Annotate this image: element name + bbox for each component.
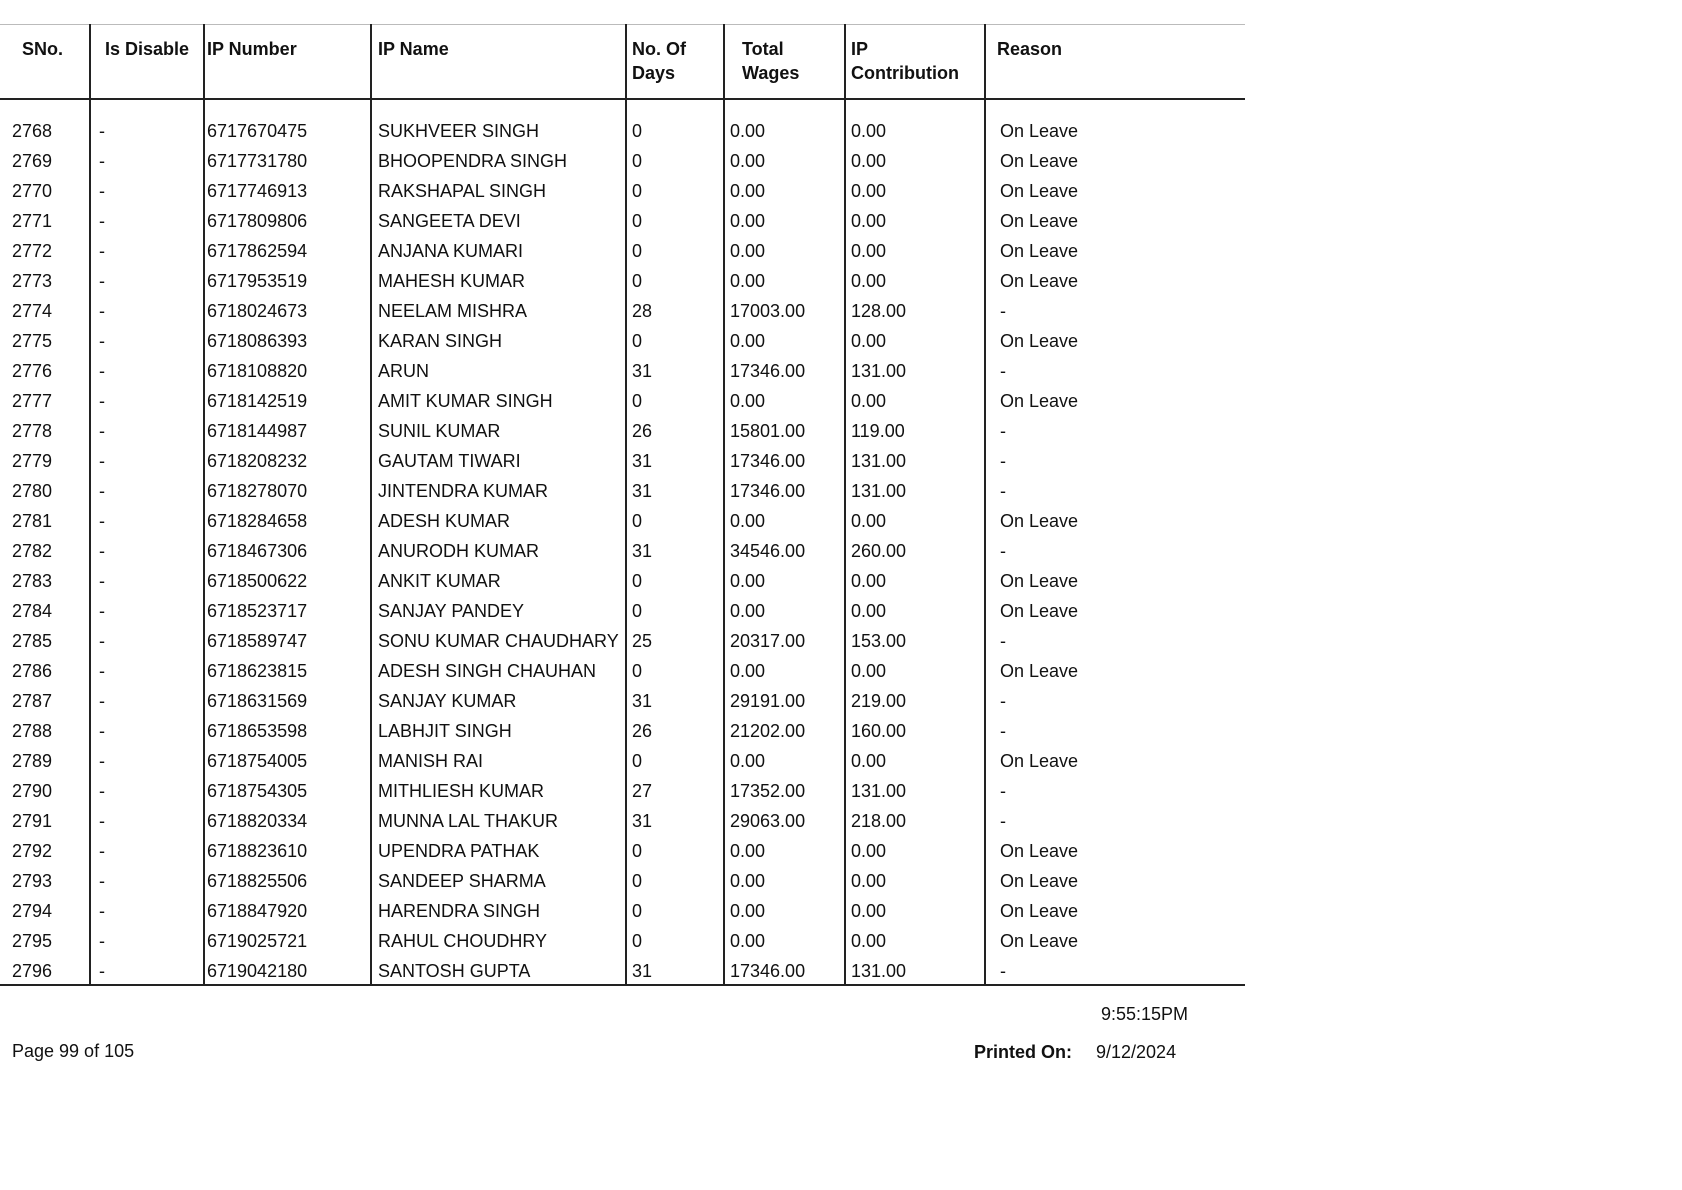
cell-total-wages: 0.00 [724,834,845,864]
cell-ip-name: JINTENDRA KUMAR [371,474,626,504]
cell-reason: - [985,414,1245,444]
header-ip-name: IP Name [371,25,626,100]
cell-ip-contribution: 153.00 [845,624,985,654]
cell-sno: 2781 [12,511,53,531]
cell-reason: On Leave [985,864,1245,894]
cell-ip-number: 6718589747 [204,624,371,654]
cell-sno: 2769 [12,151,53,171]
cell-is-disable: - [90,864,204,894]
cell-sno: 2785 [12,631,53,651]
cell-total-wages: 0.00 [724,744,845,774]
cell-is-disable: - [90,474,204,504]
cell-total-wages: 0.00 [724,564,845,594]
cell-ip-contribution: 131.00 [845,954,985,985]
cell-reason: On Leave [985,924,1245,954]
cell-is-disable: - [90,99,204,144]
cell-days: 0 [626,324,724,354]
cell-reason: On Leave [985,384,1245,414]
cell-ip-name: RAKSHAPAL SINGH [371,174,626,204]
cell-ip-name: MUNNA LAL THAKUR [371,804,626,834]
cell-days: 25 [626,624,724,654]
cell-reason: On Leave [985,834,1245,864]
cell-ip-contribution: 0.00 [845,99,985,144]
cell-ip-name: RAHUL CHOUDHRY [371,924,626,954]
header-wages-line1: Total [742,39,784,59]
cell-ip-contribution: 0.00 [845,204,985,234]
cell-reason: On Leave [985,174,1245,204]
table-body [0,99,1245,985]
table-row [0,804,1245,834]
cell-ip-name: ANURODH KUMAR [371,534,626,564]
cell-is-disable: - [90,804,204,834]
cell-ip-number: 6718500622 [204,564,371,594]
cell-is-disable: - [90,414,204,444]
cell-is-disable: - [90,204,204,234]
cell-total-wages: 17346.00 [724,954,845,985]
cell-sno: 2780 [12,481,53,501]
cell-ip-number: 6718467306 [204,534,371,564]
cell-ip-name: SANJAY KUMAR [371,684,626,714]
header-days-line2: Days [632,63,676,83]
cell-total-wages: 0.00 [724,924,845,954]
cell-ip-contribution: 0.00 [845,654,985,684]
cell-ip-number: 6718847920 [204,894,371,924]
cell-ip-number: 6717746913 [204,174,371,204]
cell-total-wages: 0.00 [724,264,845,294]
cell-reason: On Leave [985,264,1245,294]
cell-total-wages: 17346.00 [724,354,845,384]
header-reason: Reason [985,25,1245,100]
cell-days: 0 [626,654,724,684]
cell-total-wages: 0.00 [724,384,845,414]
cell-ip-contribution: 0.00 [845,834,985,864]
header-contribution-line1: IP [851,39,869,59]
cell-ip-name: ANJANA KUMARI [371,234,626,264]
cell-is-disable: - [90,294,204,324]
cell-sno: 2783 [12,571,53,591]
cell-ip-number: 6718144987 [204,414,371,444]
cell-is-disable: - [90,234,204,264]
table-row [0,264,1245,294]
cell-days: 26 [626,414,724,444]
cell-ip-name: ADESH KUMAR [371,504,626,534]
cell-ip-number: 6718142519 [204,384,371,414]
header-ip-contribution [845,25,985,100]
table-row [0,324,1245,354]
cell-sno: 2774 [12,301,53,321]
cell-days: 0 [626,174,724,204]
cell-reason: On Leave [985,744,1245,774]
header-days-line1: No. Of [632,39,686,59]
header-ip-number: IP Number [204,25,371,100]
cell-sno: 2772 [12,241,53,261]
print-time: 9:55:15PM [1101,1004,1189,1024]
cell-ip-number: 6718623815 [204,654,371,684]
cell-sno: 2779 [12,451,53,471]
cell-reason: On Leave [985,894,1245,924]
cell-reason: On Leave [985,324,1245,354]
cell-ip-number: 6718284658 [204,504,371,534]
cell-sno: 2789 [12,751,53,771]
cell-total-wages: 15801.00 [724,414,845,444]
cell-sno: 2791 [12,811,53,831]
cell-days: 0 [626,99,724,144]
cell-ip-name: GAUTAM TIWARI [371,444,626,474]
cell-reason: - [985,294,1245,324]
cell-reason: - [985,684,1245,714]
cell-ip-name: SANJAY PANDEY [371,594,626,624]
cell-is-disable: - [90,954,204,985]
cell-ip-name: MANISH RAI [371,744,626,774]
cell-ip-contribution: 0.00 [845,144,985,174]
cell-ip-number: 6718653598 [204,714,371,744]
cell-reason: - [985,774,1245,804]
cell-is-disable: - [90,144,204,174]
cell-days: 0 [626,834,724,864]
cell-total-wages: 17352.00 [724,774,845,804]
cell-days: 0 [626,144,724,174]
cell-total-wages: 20317.00 [724,624,845,654]
cell-is-disable: - [90,834,204,864]
cell-ip-name: HARENDRA SINGH [371,894,626,924]
cell-sno: 2768 [12,121,53,141]
cell-sno: 2793 [12,871,53,891]
cell-is-disable: - [90,534,204,564]
cell-reason: - [985,534,1245,564]
cell-ip-contribution: 119.00 [845,414,985,444]
cell-total-wages: 29191.00 [724,684,845,714]
cell-days: 0 [626,384,724,414]
cell-sno: 2794 [12,901,53,921]
table-row [0,954,1245,985]
cell-days: 0 [626,264,724,294]
cell-ip-number: 6718754305 [204,774,371,804]
cell-reason: On Leave [985,654,1245,684]
cell-ip-contribution: 0.00 [845,174,985,204]
cell-ip-contribution: 131.00 [845,774,985,804]
table-row [0,744,1245,774]
table-row [0,564,1245,594]
cell-ip-contribution: 0.00 [845,864,985,894]
header-is-disable: Is Disable [90,25,204,100]
table-row [0,444,1245,474]
table-row [0,294,1245,324]
cell-reason: On Leave [985,594,1245,624]
cell-ip-number: 6718086393 [204,324,371,354]
cell-ip-contribution: 0.00 [845,324,985,354]
cell-days: 0 [626,924,724,954]
cell-total-wages: 0.00 [724,99,845,144]
cell-ip-contribution: 0.00 [845,924,985,954]
cell-sno: 2770 [12,181,53,201]
cell-is-disable: - [90,774,204,804]
cell-ip-number: 6718631569 [204,684,371,714]
table-row [0,384,1245,414]
cell-ip-name: MAHESH KUMAR [371,264,626,294]
cell-sno: 2776 [12,361,53,381]
header-contribution-line2: Contribution [851,63,959,83]
table-row [0,234,1245,264]
cell-ip-number: 6718754005 [204,744,371,774]
cell-ip-contribution: 0.00 [845,264,985,294]
cell-days: 28 [626,294,724,324]
cell-sno: 2792 [12,841,53,861]
cell-sno: 2795 [12,931,53,951]
table-row [0,354,1245,384]
cell-ip-contribution: 0.00 [845,744,985,774]
cell-is-disable: - [90,624,204,654]
table-row [0,624,1245,654]
cell-ip-contribution: 160.00 [845,714,985,744]
cell-ip-name: NEELAM MISHRA [371,294,626,324]
cell-ip-number: 6717809806 [204,204,371,234]
cell-ip-number: 6718825506 [204,864,371,894]
cell-ip-name: BHOOPENDRA SINGH [371,144,626,174]
cell-total-wages: 0.00 [724,324,845,354]
header-sno: SNo. [0,25,90,100]
cell-ip-name: SUNIL KUMAR [371,414,626,444]
cell-reason: On Leave [985,99,1245,144]
cell-ip-contribution: 219.00 [845,684,985,714]
cell-sno: 2782 [12,541,53,561]
table-row [0,504,1245,534]
cell-sno: 2771 [12,211,53,231]
cell-ip-number: 6717953519 [204,264,371,294]
cell-ip-contribution: 128.00 [845,294,985,324]
cell-total-wages: 17346.00 [724,474,845,504]
cell-days: 31 [626,804,724,834]
cell-ip-name: ADESH SINGH CHAUHAN [371,654,626,684]
printed-on-label: Printed On: [974,1042,1072,1062]
cell-reason: - [985,354,1245,384]
cell-days: 31 [626,444,724,474]
cell-reason: - [985,804,1245,834]
table-row [0,174,1245,204]
cell-days: 31 [626,684,724,714]
cell-ip-name: SANGEETA DEVI [371,204,626,234]
cell-days: 26 [626,714,724,744]
table-header-row [0,25,1245,100]
cell-total-wages: 0.00 [724,654,845,684]
table-row [0,414,1245,444]
header-total-wages [724,25,845,100]
cell-ip-contribution: 0.00 [845,234,985,264]
cell-sno: 2786 [12,661,53,681]
header-days [626,25,724,100]
cell-is-disable: - [90,504,204,534]
cell-ip-number: 6717862594 [204,234,371,264]
cell-is-disable: - [90,744,204,774]
cell-sno: 2790 [12,781,53,801]
cell-days: 0 [626,204,724,234]
cell-ip-number: 6717670475 [204,99,371,144]
table-row [0,654,1245,684]
table-row [0,534,1245,564]
cell-ip-number: 6717731780 [204,144,371,174]
cell-total-wages: 0.00 [724,144,845,174]
cell-reason: On Leave [985,234,1245,264]
cell-days: 0 [626,564,724,594]
cell-reason: On Leave [985,204,1245,234]
cell-is-disable: - [90,264,204,294]
cell-total-wages: 0.00 [724,234,845,264]
cell-ip-name: ARUN [371,354,626,384]
cell-is-disable: - [90,384,204,414]
cell-sno: 2773 [12,271,53,291]
table-row [0,864,1245,894]
cell-ip-contribution: 218.00 [845,804,985,834]
cell-ip-name: UPENDRA PATHAK [371,834,626,864]
cell-reason: On Leave [985,504,1245,534]
cell-sno: 2777 [12,391,53,411]
cell-days: 31 [626,354,724,384]
header-wages-line2: Wages [742,63,800,83]
cell-ip-number: 6718823610 [204,834,371,864]
cell-total-wages: 0.00 [724,204,845,234]
cell-sno: 2796 [0,954,90,985]
cell-ip-contribution: 260.00 [845,534,985,564]
cell-ip-contribution: 131.00 [845,354,985,384]
table-row [0,594,1245,624]
cell-reason: - [985,474,1245,504]
cell-total-wages: 0.00 [724,894,845,924]
cell-total-wages: 0.00 [724,594,845,624]
cell-is-disable: - [90,594,204,624]
cell-days: 31 [626,534,724,564]
cell-ip-name: SANTOSH GUPTA [371,954,626,985]
cell-total-wages: 29063.00 [724,804,845,834]
cell-sno: 2784 [12,601,53,621]
table-row [0,894,1245,924]
cell-days: 0 [626,744,724,774]
cell-total-wages: 34546.00 [724,534,845,564]
cell-is-disable: - [90,354,204,384]
cell-is-disable: - [90,564,204,594]
cell-total-wages: 0.00 [724,504,845,534]
table-row [0,924,1245,954]
cell-is-disable: - [90,894,204,924]
cell-ip-number: 6718523717 [204,594,371,624]
table-row [0,204,1245,234]
cell-ip-contribution: 0.00 [845,894,985,924]
cell-ip-contribution: 131.00 [845,444,985,474]
cell-reason: - [985,444,1245,474]
cell-sno: 2788 [12,721,53,741]
cell-days: 0 [626,504,724,534]
cell-ip-name: SUKHVEER SINGH [371,99,626,144]
cell-days: 0 [626,894,724,924]
cell-ip-number: 6719025721 [204,924,371,954]
cell-ip-contribution: 131.00 [845,474,985,504]
cell-sno: 2775 [12,331,53,351]
table-row [0,99,1245,144]
cell-reason: - [985,954,1245,985]
table-row [0,474,1245,504]
cell-days: 31 [626,474,724,504]
cell-ip-contribution: 0.00 [845,594,985,624]
cell-ip-name: SONU KUMAR CHAUDHARY [371,624,626,654]
cell-is-disable: - [90,924,204,954]
cell-reason: On Leave [985,144,1245,174]
cell-is-disable: - [90,174,204,204]
cell-ip-name: ANKIT KUMAR [371,564,626,594]
cell-ip-contribution: 0.00 [845,504,985,534]
cell-days: 27 [626,774,724,804]
cell-ip-number: 6719042180 [204,954,371,985]
cell-days: 31 [626,954,724,985]
cell-reason: On Leave [985,564,1245,594]
cell-ip-name: KARAN SINGH [371,324,626,354]
cell-ip-name: AMIT KUMAR SINGH [371,384,626,414]
cell-ip-number: 6718278070 [204,474,371,504]
cell-ip-number: 6718820334 [204,804,371,834]
cell-ip-name: LABHJIT SINGH [371,714,626,744]
cell-sno: 2778 [12,421,53,441]
cell-is-disable: - [90,684,204,714]
cell-ip-contribution: 0.00 [845,384,985,414]
cell-total-wages: 17003.00 [724,294,845,324]
table-row [0,144,1245,174]
cell-days: 0 [626,594,724,624]
table-row [0,834,1245,864]
cell-ip-number: 6718108820 [204,354,371,384]
cell-total-wages: 17346.00 [724,444,845,474]
cell-reason: - [985,714,1245,744]
cell-sno: 2787 [12,691,53,711]
cell-is-disable: - [90,654,204,684]
cell-total-wages: 21202.00 [724,714,845,744]
cell-total-wages: 0.00 [724,864,845,894]
printed-on-date: 9/12/2024 [1096,1042,1177,1062]
cell-ip-contribution: 0.00 [845,564,985,594]
table-row [0,684,1245,714]
cell-ip-number: 6718024673 [204,294,371,324]
cell-is-disable: - [90,714,204,744]
cell-is-disable: - [90,324,204,354]
cell-ip-number: 6718208232 [204,444,371,474]
ip-contribution-table [0,24,1245,986]
table-row [0,714,1245,744]
cell-ip-name: MITHLIESH KUMAR [371,774,626,804]
cell-is-disable: - [90,444,204,474]
table-row [0,774,1245,804]
cell-days: 0 [626,234,724,264]
cell-total-wages: 0.00 [724,174,845,204]
page-number: Page 99 of 105 [12,1041,135,1061]
cell-days: 0 [626,864,724,894]
cell-reason: - [985,624,1245,654]
cell-ip-name: SANDEEP SHARMA [371,864,626,894]
